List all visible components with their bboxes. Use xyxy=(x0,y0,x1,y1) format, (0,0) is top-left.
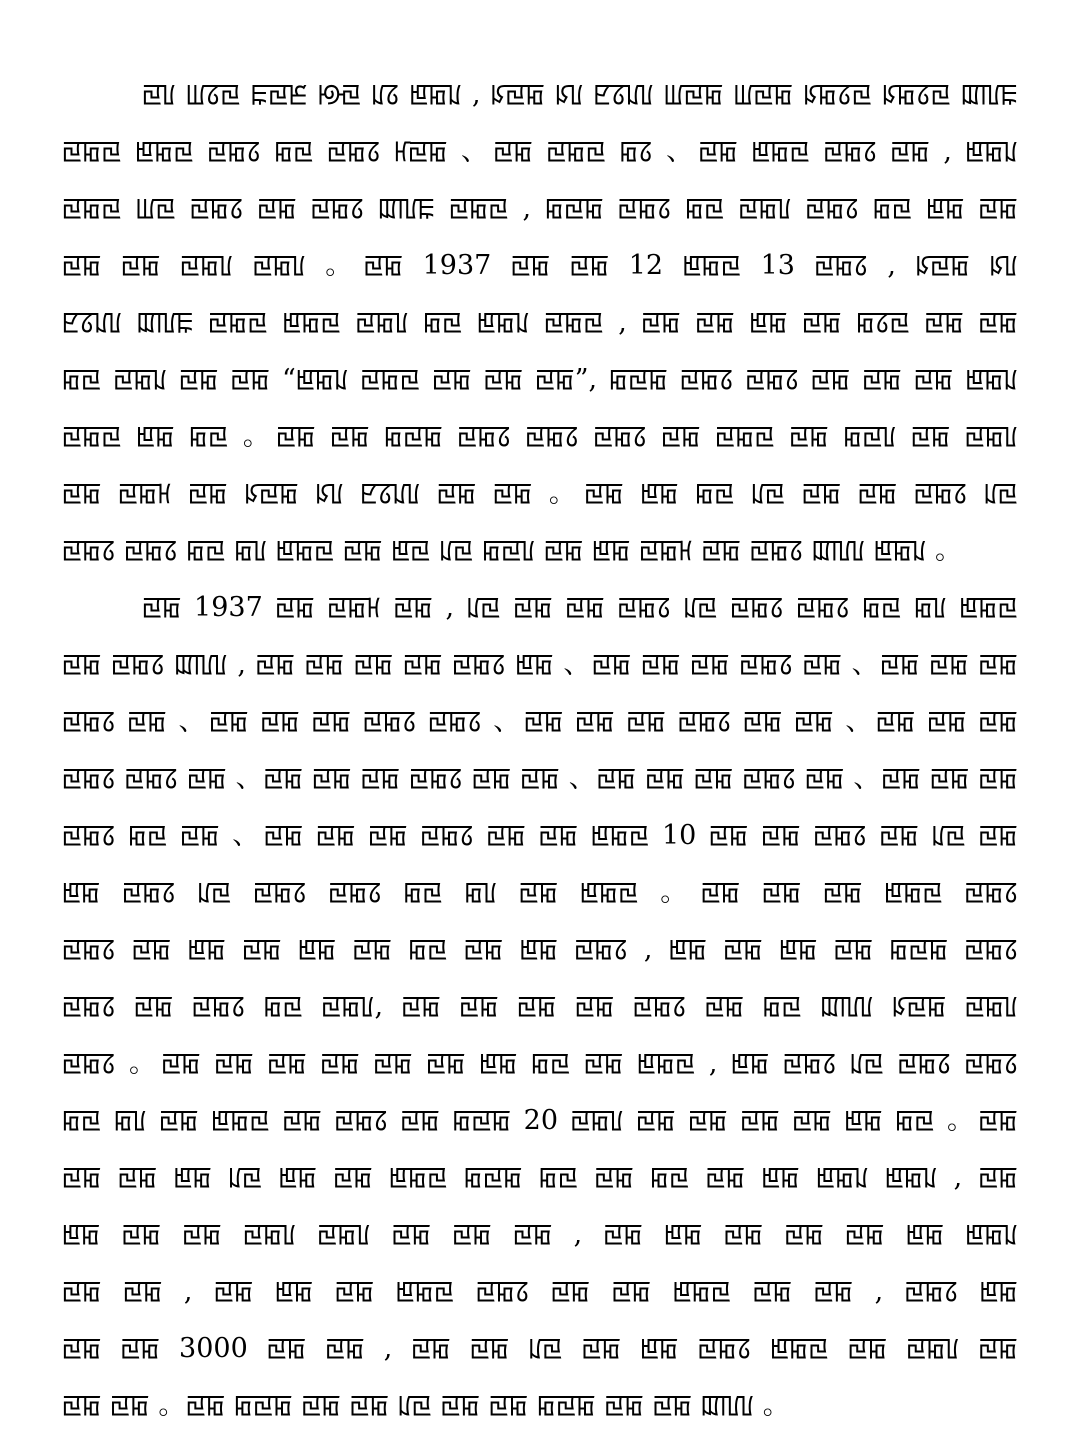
paragraph-2-line-14: ꡙꡂ ꡙꡂ 3000 ꡙꡂ ꡙꡂ , ꡙꡂ ꡙꡂ ꡊꡙ ꡙꡂ ꡁꡂ ꡙꡂꡞ ꡁꡂꡙ ꡙꡂ ꡙꡂꡦ ꡙꡂ xyxy=(62,1333,1018,1364)
paragraph-2-line-8: ꡙꡂꡞ ꡙꡂ ꡙꡂꡞ ꡂꡙ ꡙꡂꡦ, ꡙꡂ ꡙꡂ ꡙꡂ ꡙꡂ ꡙꡂꡞ ꡙꡂ ꡂꡙ ꡉꡃꡦ ꡯꡙꡂ ꡙꡂꡦ xyxy=(62,991,1018,1022)
paragraph-2-line-12: ꡁꡂ ꡙꡂ ꡙꡂ ꡙꡂꡦ ꡙꡂꡦ ꡙꡂ ꡙꡂ ꡙꡂ , ꡙꡂ ꡁꡂ ꡙꡂ ꡙꡂ ꡙꡂ ꡁꡂ ꡁꡂꡊ xyxy=(62,1219,1018,1250)
paragraph-1-line-4: ꡙꡂ ꡙꡂ ꡙꡂꡦ ꡙꡂꡦ 。ꡙꡂ 1937 ꡙꡂ ꡙꡂ 12 ꡁꡂꡙ 13 ꡙꡂꡞ , ꡯꡙꡂ ꡯꡦ xyxy=(62,250,1018,281)
paragraph-2-line-5: ꡙꡂꡞ ꡂꡙ ꡙꡂ 、ꡙꡂ ꡙꡂ ꡙꡂ ꡙꡂꡞ ꡙꡂ ꡙꡂ ꡁꡂꡙ 10 ꡙꡂ ꡙꡂ ꡙꡂꡞ ꡙꡂ ꡊꡙ ꡙꡂ xyxy=(62,820,1018,851)
paragraph-1-line-1: ꡙꡦ ꡆꡞꡙ ꡀꡙꡈ ꡟꡙ ꡊꡞ ꡁꡂꡊ , ꡯꡙꡂ ꡯꡦ ꡢꡞꡊꡦ ꡆꡙꡂ ꡆꡙꡂ ꡯꡂꡞꡙ ꡯꡂꡞꡙ ꡉꡃꡀ xyxy=(142,79,1018,110)
paragraph-2-line-1: ꡙꡂ 1937 ꡙꡂ ꡙꡂꡘ ꡙꡂ , ꡊꡙ ꡙꡂ ꡙꡂ ꡙꡂꡞ ꡊꡙ ꡙꡂꡞ ꡙꡂꡞ ꡂꡙ ꡂꡦ ꡁꡂꡙ xyxy=(142,592,1018,623)
paragraph-1-line-6: ꡂꡙ ꡙꡂꡊ ꡙꡂ ꡙꡂ “ꡁꡂꡊ ꡙꡂꡙ ꡙꡂ ꡙꡂ ꡙꡂ”, ꡂꡙꡂ ꡙꡂꡞ ꡙꡂꡞ ꡙꡂ ꡙꡂ ꡙꡂ ꡁꡂꡊ xyxy=(62,364,1018,395)
paragraph-2-line-2: ꡙꡂ ꡙꡂꡞ ꡉꡃꡦ , ꡙꡂ ꡙꡂ ꡙꡂ ꡙꡂ ꡙꡂꡞ ꡁꡂ 、ꡙꡂ ꡙꡂ ꡙꡂ ꡙꡂꡞ ꡙꡂ 、ꡙꡂ ꡙꡂ ꡙꡂ xyxy=(62,649,1018,680)
paragraph-2-line-4: ꡙꡂꡞ ꡙꡂꡞ ꡙꡂ 、ꡙꡂ ꡙꡂ ꡙꡂ ꡙꡂꡞ ꡙꡂ ꡙꡂ 、ꡙꡂ ꡙꡂ ꡙꡂ ꡙꡂꡞ ꡙꡂ 、ꡙꡂ ꡙꡂ ꡙꡂ xyxy=(62,763,1018,794)
paragraph-1-line-9: ꡙꡂꡞ ꡙꡂꡞ ꡂꡙ ꡂꡦ ꡁꡂꡙ ꡙꡂ ꡁꡙ ꡊꡙ ꡂꡙꡦ ꡙꡂ ꡁꡂ ꡙꡂꡘ ꡙꡂ ꡙꡂꡞ ꡉꡃꡦ ꡁꡂꡊ 。 xyxy=(62,535,963,566)
paragraph-1-line-3: ꡙꡂꡙ ꡆꡙ ꡙꡂꡞ ꡙꡂ ꡙꡂꡞ ꡉꡃꡀ ꡙꡂꡙ , ꡂꡙꡂ ꡙꡂꡞ ꡂꡙ ꡙꡂꡦ ꡙꡂꡞ ꡂꡙ ꡁꡂ ꡙꡂ xyxy=(62,193,1018,224)
paragraph-2-line-11: ꡙꡂ ꡙꡂ ꡁꡂ ꡊꡙ ꡁꡂ ꡙꡂ ꡁꡂꡙ ꡂꡙꡂ ꡂꡙ ꡙꡂ ꡂꡙ ꡙꡂ ꡁꡂ ꡁꡂꡊ ꡁꡂꡊ , ꡙꡂ xyxy=(62,1162,1018,1193)
paragraph-1-line-5: ꡢꡞꡊꡦ ꡉꡃꡀ ꡙꡂꡙ ꡁꡂꡙ ꡙꡂꡦ ꡂꡙ ꡁꡂꡊ ꡙꡂꡙ , ꡙꡂ ꡙꡂ ꡁꡂ ꡙꡂ ꡂꡞꡙ ꡙꡂ ꡙꡂ xyxy=(62,307,1018,338)
paragraph-1-line-8: ꡙꡂ ꡙꡂꡘ ꡙꡂ ꡯꡙꡂ ꡯꡦ ꡢꡞꡊꡦ ꡙꡂ ꡙꡂ 。ꡙꡂ ꡁꡂ ꡂꡙ ꡊꡙ ꡙꡂ ꡙꡂ ꡙꡂꡞ ꡊꡙ xyxy=(62,478,1018,509)
paragraph-1-line-2: ꡙꡂꡙ ꡁꡂꡙ ꡙꡂꡞ ꡂꡙ ꡙꡂꡞ ꡘꡙꡂ 、ꡙꡂ ꡙꡂꡙ ꡂꡞ 、ꡙꡂ ꡁꡂꡙ ꡙꡂꡞ ꡙꡂ , ꡁꡂꡊ xyxy=(62,136,1018,167)
paragraph-2-line-10: ꡂꡙ ꡂꡦ ꡙꡂ ꡁꡂꡙ ꡙꡂ ꡙꡂꡞ ꡙꡂ ꡂꡙꡂ 20 ꡙꡂꡦ ꡙꡂ ꡙꡂ ꡙꡂ ꡙꡂ ꡁꡂ ꡂꡙ 。ꡙꡂ xyxy=(62,1105,1018,1136)
paragraph-2-line-13: ꡙꡂ ꡙꡂ , ꡙꡂ ꡁꡂ ꡙꡂ ꡁꡂꡙ ꡙꡂꡞ ꡙꡂ ꡙꡂ ꡁꡂꡙ ꡙꡂ ꡙꡂ , ꡙꡂꡞ ꡁꡂ xyxy=(62,1276,1018,1307)
paragraph-2-line-6: ꡁꡂ ꡙꡂꡞ ꡊꡙ ꡙꡂꡞ ꡙꡂꡞ ꡂꡙ ꡂꡦ ꡙꡂ ꡁꡂꡙ 。ꡙꡂ ꡙꡂ ꡙꡂ ꡁꡂꡙ ꡙꡂꡞ xyxy=(62,877,1018,908)
paragraph-2-line-7: ꡙꡂꡞ ꡙꡂ ꡁꡂ ꡙꡂ ꡁꡂ ꡙꡂ ꡂꡙ ꡙꡂ ꡁꡂ ꡙꡂꡞ , ꡁꡂ ꡙꡂ ꡁꡂ ꡙꡂ ꡂꡙꡂ ꡙꡂꡞ xyxy=(62,934,1018,965)
paragraph-2-line-3: ꡙꡂꡞ ꡙꡂ 、ꡙꡂ ꡙꡂ ꡙꡂ ꡙꡂꡞ ꡙꡂꡞ 、ꡙꡂ ꡙꡂ ꡙꡂ ꡙꡂꡞ ꡙꡂ ꡙꡂ 、ꡙꡂ ꡙꡂ ꡙꡂ xyxy=(62,706,1018,737)
paragraph-2-line-9: ꡙꡂꡞ 。ꡙꡂ ꡙꡂ ꡙꡂ ꡙꡂ ꡙꡂ ꡙꡂ ꡁꡂ ꡂꡙ ꡙꡂ ꡁꡂꡙ , ꡁꡂ ꡙꡂꡞ ꡊꡙ ꡙꡂꡞ ꡙꡂꡞ xyxy=(62,1048,1018,1079)
paragraph-1-line-7: ꡙꡂꡙ ꡁꡂ ꡂꡙ 。ꡙꡂ ꡙꡂ ꡂꡙꡂ ꡙꡂꡞ ꡙꡂꡞ ꡙꡂꡞ ꡙꡂ ꡙꡂꡙ ꡙꡂ ꡂꡙꡦ ꡙꡂ ꡙꡂꡦ xyxy=(62,421,1018,452)
paragraph-2-line-15: ꡙꡂ ꡙꡂ 。ꡙꡂ ꡂꡙꡂ ꡙꡂ ꡙꡂ ꡊꡙ ꡙꡂ ꡙꡂ ꡂꡙꡂ ꡙꡂ ꡙꡂ ꡉꡃꡦ 。 xyxy=(62,1390,791,1421)
